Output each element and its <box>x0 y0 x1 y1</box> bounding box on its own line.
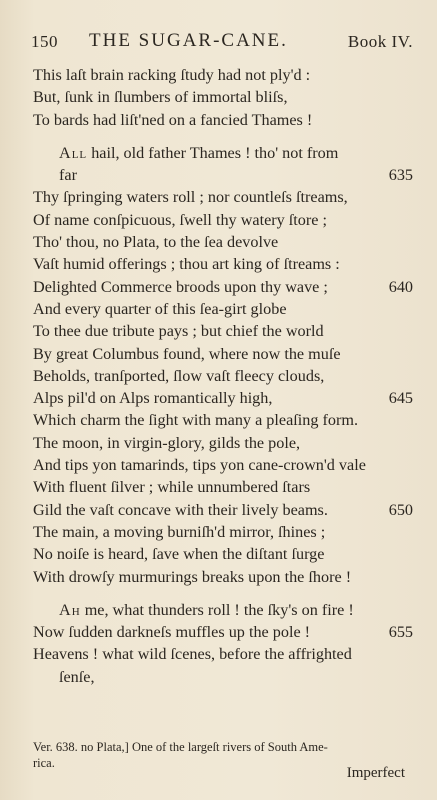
verse-line: This laſt brain racking ſtudy had not ply'd : <box>33 66 311 84</box>
verse-line: Now ſudden darkneſs muffles up the pole ! 655 <box>33 621 415 643</box>
catchword: Imperfect <box>346 765 405 781</box>
line-number: 635 <box>388 166 413 185</box>
line-number: 645 <box>388 389 413 408</box>
verse-line: Ah me, what thunders roll ! the ſky's on fire ! <box>59 600 354 619</box>
footnote-line: Ver. 638. no Plata,] One of the largeſt rivers of South Ame- <box>33 740 328 754</box>
stanza-lead: Ah <box>59 600 81 619</box>
book-label: Book IV. <box>347 32 413 51</box>
line-number: 650 <box>388 500 413 519</box>
verse-line: far 635 <box>33 164 415 186</box>
verse-line: The main, a moving burniſh'd mirror, ſhines ; <box>33 522 326 541</box>
verse-line: Alps pil'd on Alps romantically high, 645 <box>33 387 415 409</box>
stanza-lead: All <box>59 143 88 162</box>
verse-line: Which charm the ſight with many a pleaſing form. <box>33 411 359 430</box>
verse-line: Gild the vaſt concave with their lively beams. 650 <box>33 499 415 521</box>
page-number: 150 <box>31 32 58 51</box>
verse-line: Heavens ! what wild ſcenes, before the affrighted <box>33 645 352 664</box>
verse-line: And every quarter of this ſea-girt globe <box>33 299 287 318</box>
verse-line: All hail, old father Thames ! tho' not from <box>59 143 339 162</box>
verse-line: ſenſe, <box>59 667 95 686</box>
poem-text <box>33 64 415 688</box>
verse-line: Beholds, tranſported, ſlow vaſt fleecy clouds, <box>33 366 325 385</box>
line-number: 655 <box>388 623 413 642</box>
verse-line: Tho' thou, no Plata, to the ſea devolve <box>33 233 279 252</box>
verse-line: No noiſe is heard, ſave when the diſtant ſurge <box>33 545 325 564</box>
verse-line: By great Columbus found, where now the muſe <box>33 344 341 363</box>
verse-line: With drowſy murmurings breaks upon the ſhore ! <box>33 567 352 586</box>
footnote-line: rica. <box>33 756 55 770</box>
verse-line: The moon, in virgin-glory, gilds the pole, <box>33 433 301 452</box>
running-title: THE SUGAR-CANE. <box>89 30 288 51</box>
verse-line: Thy ſpringing waters roll ; nor countleſs ſtreams, <box>33 188 348 207</box>
verse-line: And tips yon tamarinds, tips yon cane-crown'd vale <box>33 456 366 475</box>
verse-line: Of name conſpicuous, ſwell thy watery ſtore ; <box>33 210 327 229</box>
verse-line: Delighted Commerce broods upon thy wave ; 640 <box>33 276 415 298</box>
line-number: 640 <box>388 277 413 296</box>
running-header <box>31 28 413 58</box>
verse-line: With fluent ſilver ; while unnumbered ſtars <box>33 478 311 497</box>
verse-line: To bards had liſt'ned on a fancied Thames ! <box>33 110 313 129</box>
verse-line: To thee due tribute pays ; but chief the world <box>33 322 324 341</box>
verse-line: Vaſt humid offerings ; thou art king of ſtreams : <box>33 255 340 274</box>
verse-line: But, ſunk in ſlumbers of immortal bliſs, <box>33 88 288 107</box>
